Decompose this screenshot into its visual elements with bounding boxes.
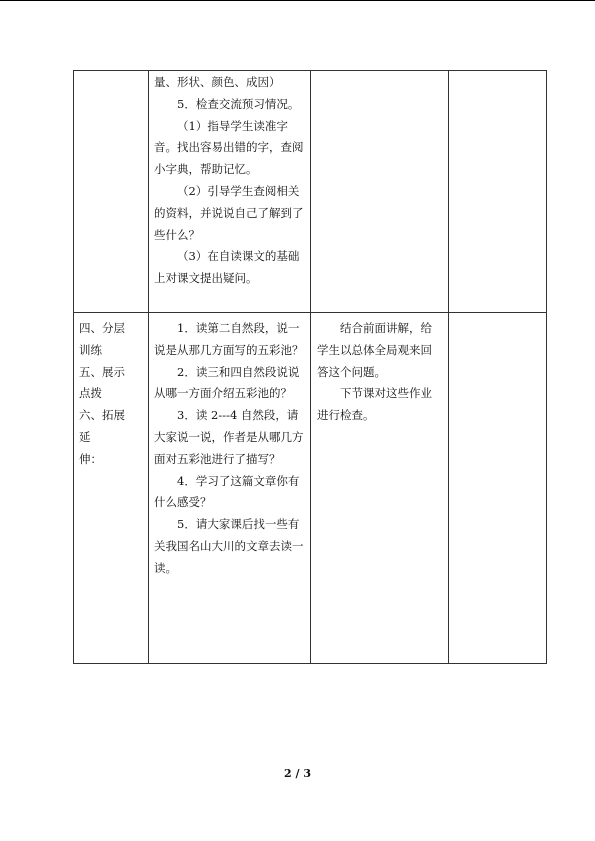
content-cell: [149, 313, 311, 664]
content-paragraph: 3．读 2---4 自然段，请大家说一说，作者是从哪几方面对五彩池进行了描写？: [154, 408, 304, 466]
stage-line: 伸：: [79, 451, 102, 466]
stage-line: 六、拓展: [79, 408, 125, 423]
table-row: [74, 71, 547, 313]
table-row: [74, 313, 547, 664]
notes-cell: [311, 313, 449, 664]
stage-cell: [74, 313, 149, 664]
content-paragraph: （3）在自读课文的基础上对课文提出疑问。: [154, 249, 300, 286]
stage-line: 五、展示: [79, 364, 125, 379]
stage-line: 四、分层: [79, 321, 125, 335]
content-paragraph: 5．检查交流预习情况。: [177, 96, 300, 111]
content-paragraph: 1．读第二自然段，说一说是从那几方面写的五彩池？: [154, 321, 304, 357]
stage-cell: [74, 71, 149, 313]
content-paragraph: （2）引导学生查阅相关的资料，并说说自己了解到了些什么？: [154, 183, 304, 242]
notes-paragraph: 下节课对这些作业进行检查。: [317, 386, 432, 423]
content-paragraph: （1）指导学生读准字音。找出容易出错的字，查阅小字典，帮助记忆。: [154, 118, 304, 177]
content-cell: [149, 71, 311, 313]
notes-paragraph: 结合前面讲解，给学生以总体全局观来回答这个问题。: [317, 321, 432, 379]
notes-cell: [311, 71, 449, 313]
stage-line: 训练: [79, 342, 102, 357]
header-rule: [0, 0, 595, 1]
lesson-plan-table: [73, 70, 547, 664]
content-line: 量、形状、颜色、成因）: [154, 75, 281, 89]
content-paragraph: 4．学习了这篇文章你有什么感受？: [154, 473, 300, 510]
stage-line: 点拨: [79, 386, 102, 401]
content-paragraph: 2．读三和四自然段说说从哪一方面介绍五彩池的？: [154, 364, 300, 401]
extra-cell: [449, 313, 547, 664]
extra-cell: [449, 71, 547, 313]
content-paragraph: 5．请大家课后找一些有关我国名山大川的文章去读一读。: [154, 517, 304, 575]
page-number: 2 / 3: [284, 767, 311, 780]
stage-line: 延: [79, 429, 91, 444]
